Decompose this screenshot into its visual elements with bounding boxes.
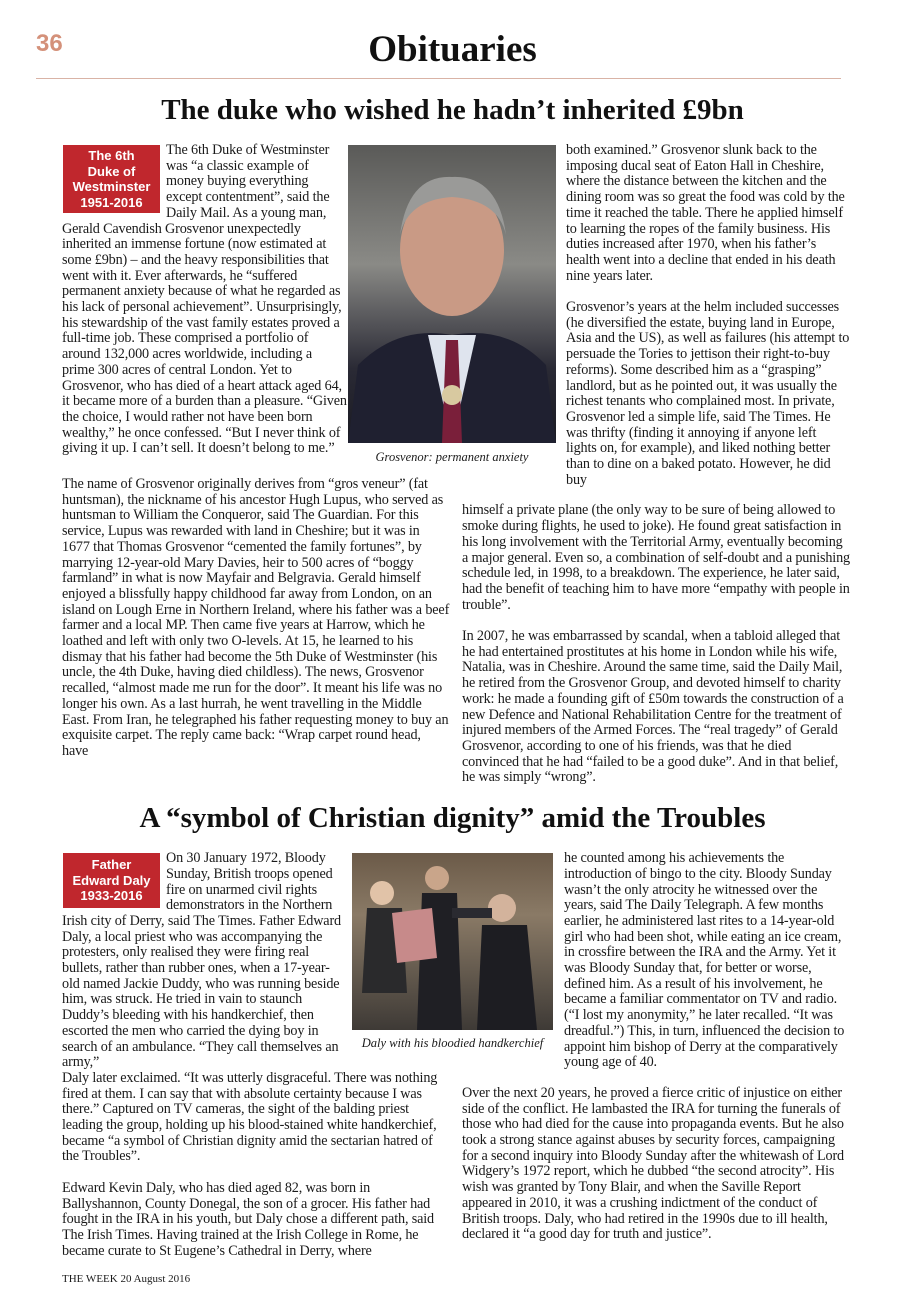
article2 bbox=[0, 800, 905, 1259]
article1-paragraph: The name of Grosvenor originally derives from “gros veneur” (fat huntsman), the nickname of his ancestor Hugh Lupus, who served as huntsman to William the Conqueror, said The Guardian. For this service, Lupus was rewarded with land in Cheshire; but it was in 1677 that Thomas Grosvenor “cemented the family fortunes”, by marrying 12-year-old Mary Davies, heir to 500 acres of “boggy farmland” in what is now Mayfair and Belgravia. Gerald himself enjoyed a blissfully happy childhood far away from London, on an island on Lough Erne in Northern Ireland, where his father was a beef farmer and a local MP. Then came five years at Harrow, which he loathed and left with only two O-levels. At 15, he learned to his dismay that his father had become the 5th Duke of Westminster (his uncle, the 4th Duke, having died childless). The news, Grosvenor recalled, “almost made me run for the door”. It meant his life was no longer his own. As a last hurrah, he went travelling in the Middle East. From Iran, he telegraphed his father requesting money to buy an exquisite carpet. The reply came back: “Wrap carpet round head, have bbox=[62, 476, 450, 759]
article1-headline: The duke who wished he hadn’t inherited £9bn bbox=[161, 94, 744, 126]
article2-photo-caption: Daly with his bloodied handkerchief bbox=[361, 1036, 544, 1051]
article1-label-box bbox=[63, 145, 160, 213]
label-line: Duke of bbox=[87, 163, 136, 179]
label-line: The 6th bbox=[88, 148, 135, 163]
article2-label-box bbox=[63, 853, 160, 908]
article1-paragraph: both examined.” Grosvenor slunk back to the imposing ducal seat of Eaton Hall in Cheshire, where the distance between the kitchen and the dining room was so great the food was cold by the time it reached the table. There he applied himself to learning the ropes of the family business. His duties increased after 1970, when his father’s health went into a decline that ended in his death nine years later. bbox=[566, 142, 845, 284]
article2-paragraph: he counted among his achievements the introduction of bingo to the city. Bloody Sunday wasn’t the only atrocity he witnessed over the years, said The Daily Telegraph. A few months earlier, he administered last rites to a 14-year-old girl who had been shot, while eating an ice cream, in crossfire between the IRA and the Army. Yet it was Bloody Sunday that, for better or worse, defined him. As a result of his involvement, he became a familiar commentator on TV and radio. (“I lost my anonymity,” he later recalled. “It was dreadful.”) This, in turn, influenced the decision to appoint him bishop of Derry at the comparatively young age of 40. bbox=[564, 850, 845, 1071]
article2-paragraph: Daly later exclaimed. “It was utterly disgraceful. There was nothing fired at them. I can say that with absolute certainty because I was there.” Captured on TV cameras, the sight of the balding priest leading the group, holding up his blood-stained white handkerchief, became “a symbol of Christian dignity amid the sectarian hatred of the Troubles”. bbox=[62, 1069, 438, 1165]
article1-bottom-right-block bbox=[462, 503, 850, 786]
article1-paragraph: The 6th Duke of Westminster was “a classic example of money buying everything except contentment”, said the Daily Mail. As a young man, Gerald Cavendish Grosvenor unexpectedly inherited an immense fortune (now estimated at some £9bn) – and the heavy responsibilities that went with it. Ever afterwards, he “suffered permanent anxiety because of what he regarded as his lack of personal achievement”. Unsurprisingly, his stewardship of the vast family estates proved a full-time job. These comprised a portfolio of around 132,000 acres worldwide, including a prime 300 acres of central London. Yet to Grosvenor, who has died of a heart attack aged 64, it became more of a burden than a pleasure. “Given the choice, I would rather not have been born wealthy,” he once confessed. “But I never think of giving it up. I can’t sell. It doesn’t belong to me.” bbox=[62, 142, 347, 457]
article1-paragraph: In 2007, he was embarrassed by scandal, when a tabloid alleged that he had entertained prostitutes at his home in London while his wife, Natalia, was in Cheshire. Around the same time, said the Daily Mail, he retired from the Grosvenor Group, and devoted himself to charity work: he made a founding gift of £50m towards the construction of a new Defence and National Rehabilitation Centre for the treatment of injured members of the Armed Forces. The “real tragedy” of Gerald Grosvenor, according to one of his friends, was that he died convinced that he had “failed to be a good duke”. And in that belief, he was simply “wrong”. bbox=[462, 628, 844, 786]
section-title: Obituaries bbox=[368, 29, 537, 70]
article1-paragraph: himself a private plane (the only way to be sure of being allowed to smoke during flights, he used to joke). He found great satisfaction in his long involvement with the Territorial Army, eventually becoming a major general. Even so, a combination of self-doubt and a punishing schedule led, in 1998, to a breakdown. The experience, he later said, had the benefit of teaching him to have more “empathy with people in trouble”. bbox=[462, 502, 850, 613]
label-line: Father bbox=[91, 857, 132, 873]
article1-photo-caption: Grosvenor: permanent anxiety bbox=[375, 450, 529, 464]
page-number: 36 bbox=[36, 30, 63, 57]
article2-top-right-block bbox=[564, 851, 848, 1071]
grosvenor-photo bbox=[348, 145, 556, 443]
article2-bottom-left-block bbox=[62, 1071, 450, 1259]
article1 bbox=[0, 92, 905, 786]
page-footer: THE WEEK 20 August 2016 bbox=[62, 1273, 191, 1286]
label-line: 1951-2016 bbox=[80, 194, 143, 210]
article2-paragraph: Edward Kevin Daly, who has died aged 82, was born in Ballyshannon, County Donegal, the son of a grocer. His father had fought in the IRA in his youth, but Daly chose a different path, said The Irish Times. Having trained at the Irish College in Rome, he became curate to St Eugene’s Cathedral in Derry, where bbox=[62, 1179, 434, 1259]
article2-headline: A “symbol of Christian dignity” amid the Troubles bbox=[139, 802, 766, 835]
daly-photo bbox=[352, 853, 553, 1030]
article1-bottom-left-block bbox=[62, 477, 450, 760]
article1-paragraph: Grosvenor’s years at the helm included successes (he diversified the estate, buying land in Europe, Asia and the US), as well as failures (his attempt to persuade the Tories to jettison their right-to-buy reforms). Some described him as a “grasping” landlord, but as he pointed out, it was usually the richest tenants who complained most. In private, Grosvenor led a simple life, said The Times. He was thrifty (finding it annoying if anyone left lights on, for example), and liked nothing better than to dine on a baked potato. However, he did buy bbox=[566, 299, 850, 488]
article2-paragraph: On 30 January 1972, Bloody Sunday, British troops opened fire on unarmed civil rights demonstrators in the Northern Irish city of Derry, said The Times. Father Edward Daly, a local priest who was accompanying the protesters, only realised they were firing real bullets, rather than rubber ones, when a 17-year-old named Jackie Duddy, who was running beside him, was struck. He tried in vain to staunch Duddy’s bleeding with his handkerchief, then escorted the men who carried the dying boy in search of an ambulance. “They call themselves an army,” bbox=[62, 850, 341, 1071]
article1-top-left-block bbox=[62, 143, 347, 462]
article1-top-right-block bbox=[566, 143, 850, 488]
label-line: Edward Daly bbox=[72, 872, 151, 888]
article2-top-left-block bbox=[62, 851, 344, 1071]
label-line: 1933-2016 bbox=[80, 888, 143, 904]
article2-paragraph: Over the next 20 years, he proved a fierce critic of injustice on either side of the conflict. He lambasted the IRA for turning the funerals of those who had died for the cause into propaganda events. But he also took a strong stance against abuses by security forces, campaigning for a second inquiry into Bloody Sunday after the whitewash of Lord Widgery’s 1972 report, which he dubbed “the second atrocity”. His wish was granted by Tony Blair, and when the Saville Report appeared in 2010, it was a crushing indictment of the conduct of British troops. Daly, who had retired in the 1990s due to ill health, declared it “a good day for truth and justice”. bbox=[462, 1084, 844, 1243]
label-line: Westminster bbox=[72, 179, 151, 194]
article2-bottom-right-block bbox=[462, 1086, 850, 1243]
